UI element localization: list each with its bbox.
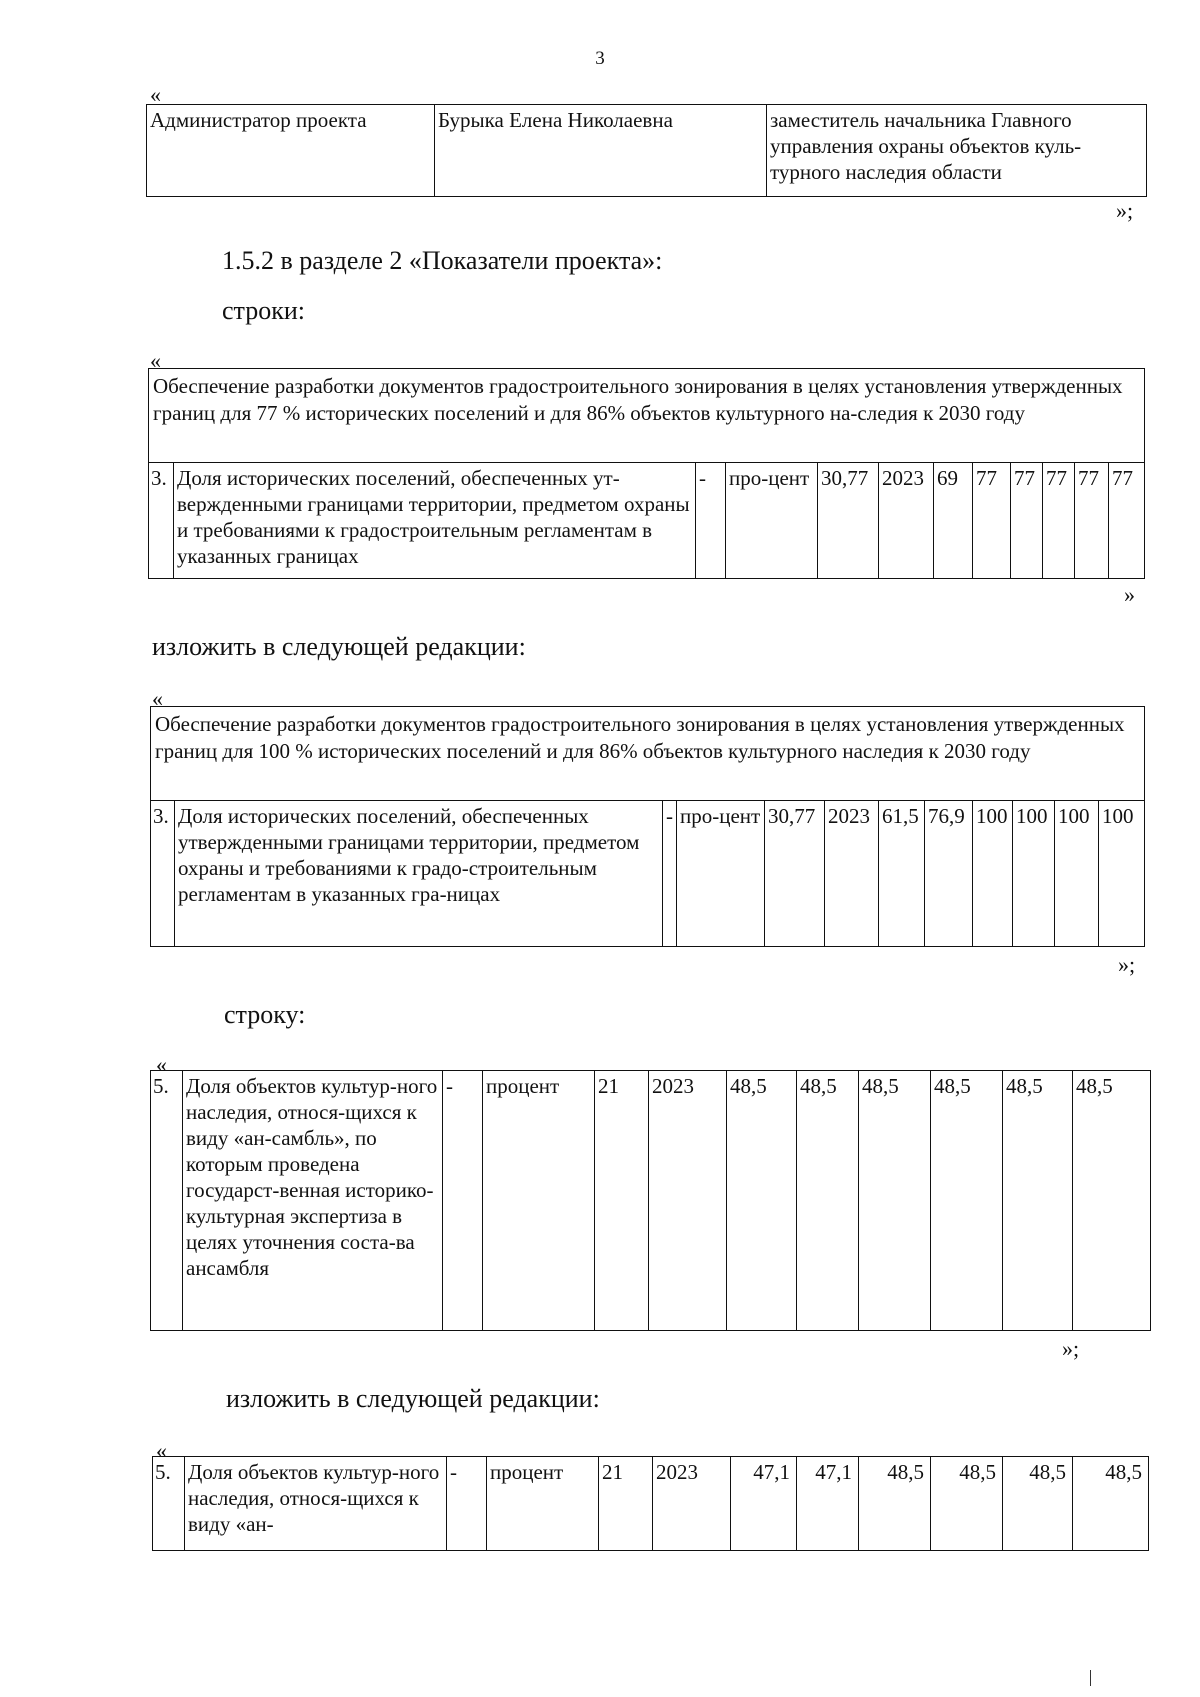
table-row [149, 463, 1145, 579]
indicator-table-old-3 [148, 368, 1145, 579]
indicator-table-old-5 [150, 1070, 1151, 1331]
indicator-unit: про-цент [726, 463, 818, 579]
value-cell: 61,5 [879, 801, 925, 947]
indicator-dash: - [447, 1457, 487, 1551]
indicator-table-new-3 [150, 706, 1145, 947]
table-row [151, 1071, 1151, 1331]
indicator-name: Доля исторических поселений, обеспеченных ут-вержденными границами территории, предметом охраны и требованиями к градостроительным регламентам в указанных границах [174, 463, 696, 579]
table-row [151, 801, 1145, 947]
quote-open: « [156, 1438, 167, 1463]
indicator-unit: про-цент [677, 801, 765, 947]
indicator-dash: - [663, 801, 677, 947]
amend-label: изложить в следующей редакции: [152, 632, 526, 661]
table-row [151, 707, 1145, 801]
amend-label: изложить в следующей редакции: [226, 1384, 600, 1413]
value-cell: 47,1 [731, 1457, 797, 1551]
quote-close: » [1124, 582, 1135, 607]
row-number: 3. [151, 801, 175, 947]
indicator-table-new-5 [152, 1456, 1149, 1551]
admin-role: Администратор проекта [147, 105, 435, 197]
row-label: строку: [224, 1000, 306, 1029]
base-value: 21 [599, 1457, 653, 1551]
value-cell: 48,5 [859, 1071, 931, 1331]
value-cell: 48,5 [931, 1457, 1003, 1551]
indicator-name: Доля объектов культур-ного наследия, относя-щихся к виду «ан-самбль», по которым проведена государст-венная историко-культурная экспертиза в целях уточнения соста-ва ансамбля [183, 1071, 443, 1331]
value-cell: 48,5 [931, 1071, 1003, 1331]
value-cell: 100 [1013, 801, 1055, 947]
admin-position: заместитель начальника Главного управления охраны объектов куль-турного наследия области [767, 105, 1147, 197]
value-cell: 77 [1075, 463, 1109, 579]
value-cell: 48,5 [1003, 1071, 1073, 1331]
table-row [149, 369, 1145, 463]
quote-open: « [156, 1052, 167, 1077]
value-cell: 48,5 [797, 1071, 859, 1331]
indicator-dash: - [443, 1071, 483, 1331]
value-cell: 69 [934, 463, 973, 579]
indicator-name: Доля объектов культур-ного наследия, относя-щихся к виду «ан- [185, 1457, 447, 1551]
row-number: 5. [151, 1071, 183, 1331]
admin-table [146, 104, 1147, 197]
indicator-dash: - [696, 463, 726, 579]
base-value: 21 [595, 1071, 649, 1331]
value-cell: 77 [973, 463, 1011, 579]
value-cell: 48,5 [1073, 1457, 1149, 1551]
section-heading: 1.5.2 в разделе 2 «Показатели проекта»: [222, 246, 663, 275]
value-cell: 48,5 [1073, 1071, 1151, 1331]
base-year: 2023 [879, 463, 934, 579]
value-cell: 48,5 [1003, 1457, 1073, 1551]
indicator-name: Доля исторических поселений, обеспеченных утвержденными границами территории, предметом охраны и требованиями к градо-строительным регламентам в указанных гра-ницах [175, 801, 663, 947]
value-cell: 100 [1055, 801, 1099, 947]
value-cell: 47,1 [797, 1457, 859, 1551]
quote-close: »; [1118, 952, 1136, 977]
value-cell: 77 [1011, 463, 1043, 579]
value-cell: 48,5 [727, 1071, 797, 1331]
value-cell: 77 [1043, 463, 1075, 579]
table-row [147, 105, 1147, 197]
admin-name: Бурыка Елена Николаевна [435, 105, 767, 197]
base-value: 30,77 [765, 801, 825, 947]
value-cell: 76,9 [925, 801, 973, 947]
indicator-unit: процент [483, 1071, 595, 1331]
base-value: 30,77 [818, 463, 879, 579]
indicator-unit: процент [487, 1457, 599, 1551]
row-number: 3. [149, 463, 174, 579]
page-number: 3 [595, 48, 605, 69]
quote-close: »; [1062, 1336, 1080, 1361]
quote-open: « [150, 82, 161, 107]
quote-open: « [152, 686, 163, 711]
value-cell: 48,5 [859, 1457, 931, 1551]
base-year: 2023 [825, 801, 879, 947]
base-year: 2023 [649, 1071, 727, 1331]
value-cell: 100 [973, 801, 1013, 947]
goal-header: Обеспечение разработки документов градостроительного зонирования в целях установления утвержденных границ для 100 % исторических поселений и для 86% объектов культурного наследия к 2030 году [151, 707, 1145, 801]
value-cell: 100 [1099, 801, 1145, 947]
base-year: 2023 [653, 1457, 731, 1551]
quote-close: »; [1116, 198, 1134, 223]
table-row [153, 1457, 1149, 1551]
row-number: 5. [153, 1457, 185, 1551]
rows-label: строки: [222, 296, 305, 325]
margin-mark [1090, 1670, 1091, 1686]
value-cell: 77 [1109, 463, 1145, 579]
goal-header: Обеспечение разработки документов градостроительного зонирования в целях установления утвержденных границ для 77 % исторических поселений и для 86% объектов культурного на-следия к 2030 году [149, 369, 1145, 463]
quote-open: « [150, 348, 161, 373]
